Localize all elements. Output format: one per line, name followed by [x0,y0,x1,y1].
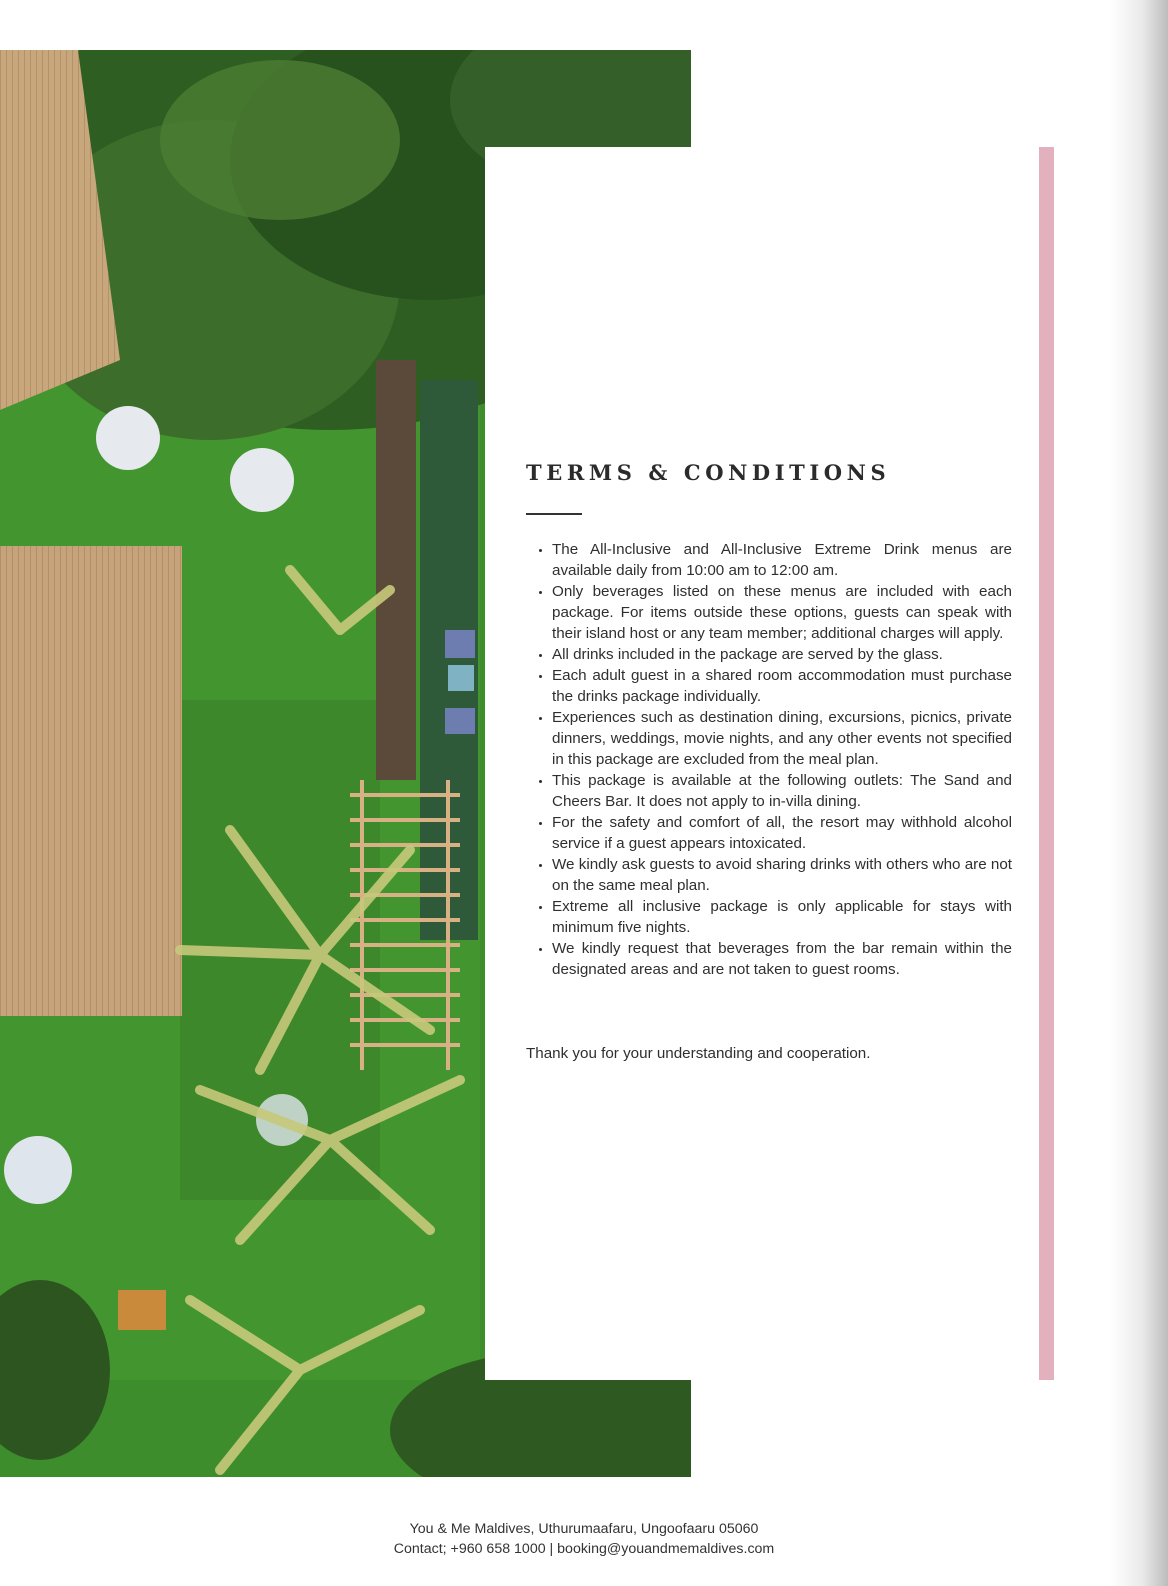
terms-item: • Each adult guest in a shared room accommodation must purchase the drinks package individually. [552,665,1012,707]
closing-note: Thank you for your understanding and cooperation. [526,1045,871,1062]
accent-bar [1039,147,1054,1380]
page-footer [334,1519,834,1559]
terms-item: • All drinks included in the package are served by the glass. [552,644,1012,665]
heading-underline [526,513,582,515]
terms-item: • Only beverages listed on these menus are included with each package. For items outside these options, guests can speak with their island host or any team member; additional charges will apply. [552,581,1012,644]
terms-item: • Experiences such as destination dining, excursions, picnics, private dinners, weddings, movie nights, and any other events not specified in this package are excluded from the meal plan. [552,707,1012,770]
footer-address: You & Me Maldives, Uthurumaafaru, Ungoofaaru 05060 [409,1521,759,1537]
terms-item: • Extreme all inclusive package is only applicable for stays with minimum five nights. [552,896,1012,938]
terms-item: • We kindly ask guests to avoid sharing drinks with others who are not on the same meal plan. [552,854,1012,896]
footer-contact: Contact; +960 658 1000 | booking@youandmemaldives.com [393,1541,775,1557]
terms-item: • For the safety and comfort of all, the resort may withhold alcohol service if a guest appears intoxicated. [552,812,1012,854]
terms-list [526,539,1012,980]
terms-item: • We kindly request that beverages from the bar remain within the designated areas and are not taken to guest rooms. [552,938,1012,980]
terms-item: • This package is available at the following outlets: The Sand and Cheers Bar. It does not apply to in-villa dining. [552,770,1012,812]
page-edge-shadow [1110,0,1168,1586]
terms-item: • The All-Inclusive and All-Inclusive Extreme Drink menus are available daily from 10:00 am to 12:00 am. [552,539,1012,581]
terms-heading: TERMS & CONDITIONS [526,460,891,485]
